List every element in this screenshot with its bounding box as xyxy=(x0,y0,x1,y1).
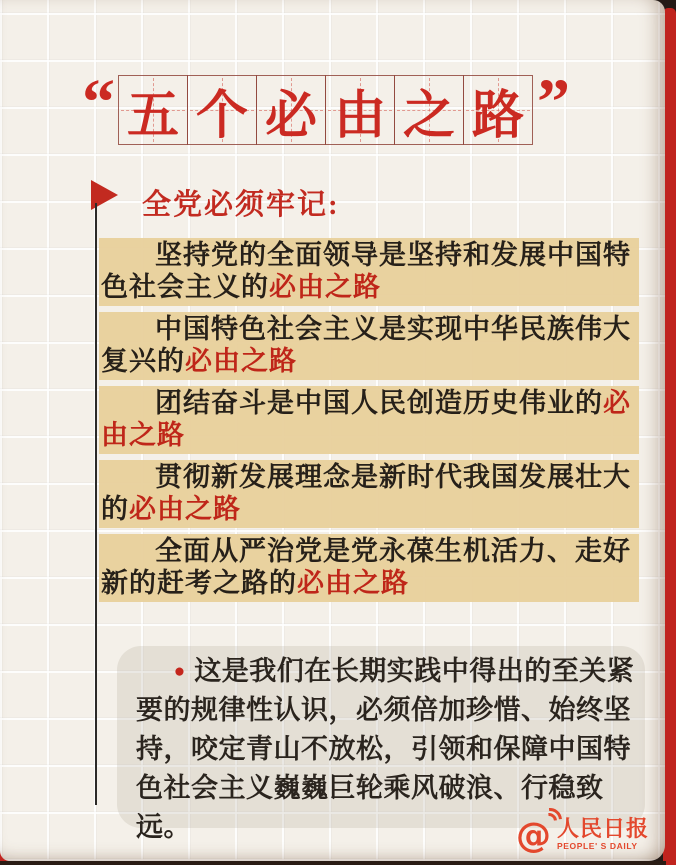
title-char: 必 xyxy=(264,87,317,145)
logo-chinese-name: 人民日报 xyxy=(557,816,650,841)
title-char: 之 xyxy=(402,87,455,145)
open-quote-mark: “ xyxy=(82,66,115,139)
list-item xyxy=(99,386,639,454)
title-char: 由 xyxy=(333,87,386,145)
title-char: 路 xyxy=(471,87,524,145)
item-text: 全面从严治党是党永葆生机活力、走好新的赶考之路的 xyxy=(101,536,631,598)
title-char: 个 xyxy=(195,87,248,145)
bullet-dot-icon: ● xyxy=(173,661,186,682)
item-text: 中国特色社会主义是实现中华民族伟大复兴的 xyxy=(101,314,631,376)
must-path-list xyxy=(99,238,639,608)
item-highlight: 必由之路 xyxy=(185,346,297,376)
at-sign-icon: @ xyxy=(516,817,551,855)
item-highlight: 必由之路 xyxy=(101,388,631,450)
list-item xyxy=(99,238,639,306)
title-char-box xyxy=(325,75,395,145)
title-char-box xyxy=(118,75,188,145)
vertical-rule xyxy=(95,203,97,805)
item-text: 贯彻新发展理念是新时代我国发展壮大的 xyxy=(101,462,631,524)
item-text: 团结奋斗是中国人民创造历史伟业的 xyxy=(155,388,603,418)
list-item xyxy=(99,460,639,528)
logo-english-name: PEOPLE' S DAILY xyxy=(557,841,638,851)
page-title xyxy=(82,66,570,145)
peoples-daily-logo xyxy=(516,817,649,855)
title-char-box xyxy=(394,75,464,145)
list-item xyxy=(99,312,639,380)
title-char-box xyxy=(463,75,533,145)
item-text: 坚持党的全面领导是坚持和发展中国特色社会主义的 xyxy=(101,240,631,302)
bottom-dark-strip xyxy=(0,861,666,865)
section-header: 全党必须牢记: xyxy=(142,189,340,221)
item-highlight: 必由之路 xyxy=(269,272,381,302)
title-char-box xyxy=(256,75,326,145)
summary-text: 这是我们在长期实践中得出的至关紧要的规律性认识，必须倍加珍惜、始终坚持，咬定青山不放松，引领和保障中国特色社会主义巍巍巨轮乘风破浪、行稳致远。 xyxy=(136,656,635,842)
item-highlight: 必由之路 xyxy=(297,568,409,598)
item-highlight: 必由之路 xyxy=(129,494,241,524)
list-item xyxy=(99,534,639,602)
title-char: 五 xyxy=(126,87,179,145)
title-char-box xyxy=(187,75,257,145)
close-quote-mark: ” xyxy=(537,66,570,139)
